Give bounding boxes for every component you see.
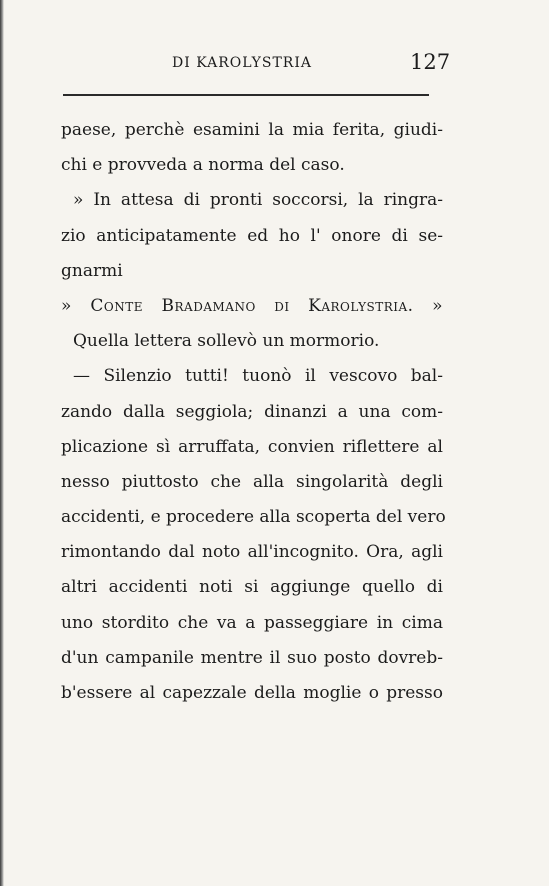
text-line: — Silenzio tutti! tuonò il vescovo bal- [73,366,443,387]
text-line: plicazione sì arruffata, convien riflettere al [61,436,443,457]
body-text [61,113,446,711]
page-header [0,48,549,78]
text-line: accidenti, e procedere alla scoperta del vero [61,507,446,528]
text-line: paese, perchè esamini la mia ferita, giudi- [61,120,443,140]
text-line: Quella lettera sollevò un mormorio. [73,331,380,352]
header-rule [63,94,429,96]
text-line: d'un campanile mentre il suo posto dovreb- [61,647,443,668]
text-line: uno stordito che va a passeggiare in cima [61,612,443,633]
text-line: gnarmi [61,260,123,281]
text-line: zando dalla seggiola; dinanzi a una com- [61,401,443,422]
text-line: rimontando dal noto all'incognito. Ora, agli [61,542,443,563]
page-number: 127 [410,50,451,74]
text-line: zio anticipatamente ed ho l' onore di se- [61,225,443,246]
text-line: chi e provveda a norma del caso. [61,155,345,176]
text-line: » In attesa di pronti soccorsi, la ringra- [73,190,443,211]
text-line: altri accidenti noti si aggiunge quello di [61,577,443,598]
text-line: b'essere al capezzale della moglie o presso [61,683,443,703]
text-line: nesso piuttosto che alla singolarità degli [61,471,443,492]
page-edge-shadow [0,0,4,886]
running-title: DI KAROLYSTRIA [172,55,312,71]
signature-line: » Conte Bradamano di Karolystria. » [61,295,443,316]
